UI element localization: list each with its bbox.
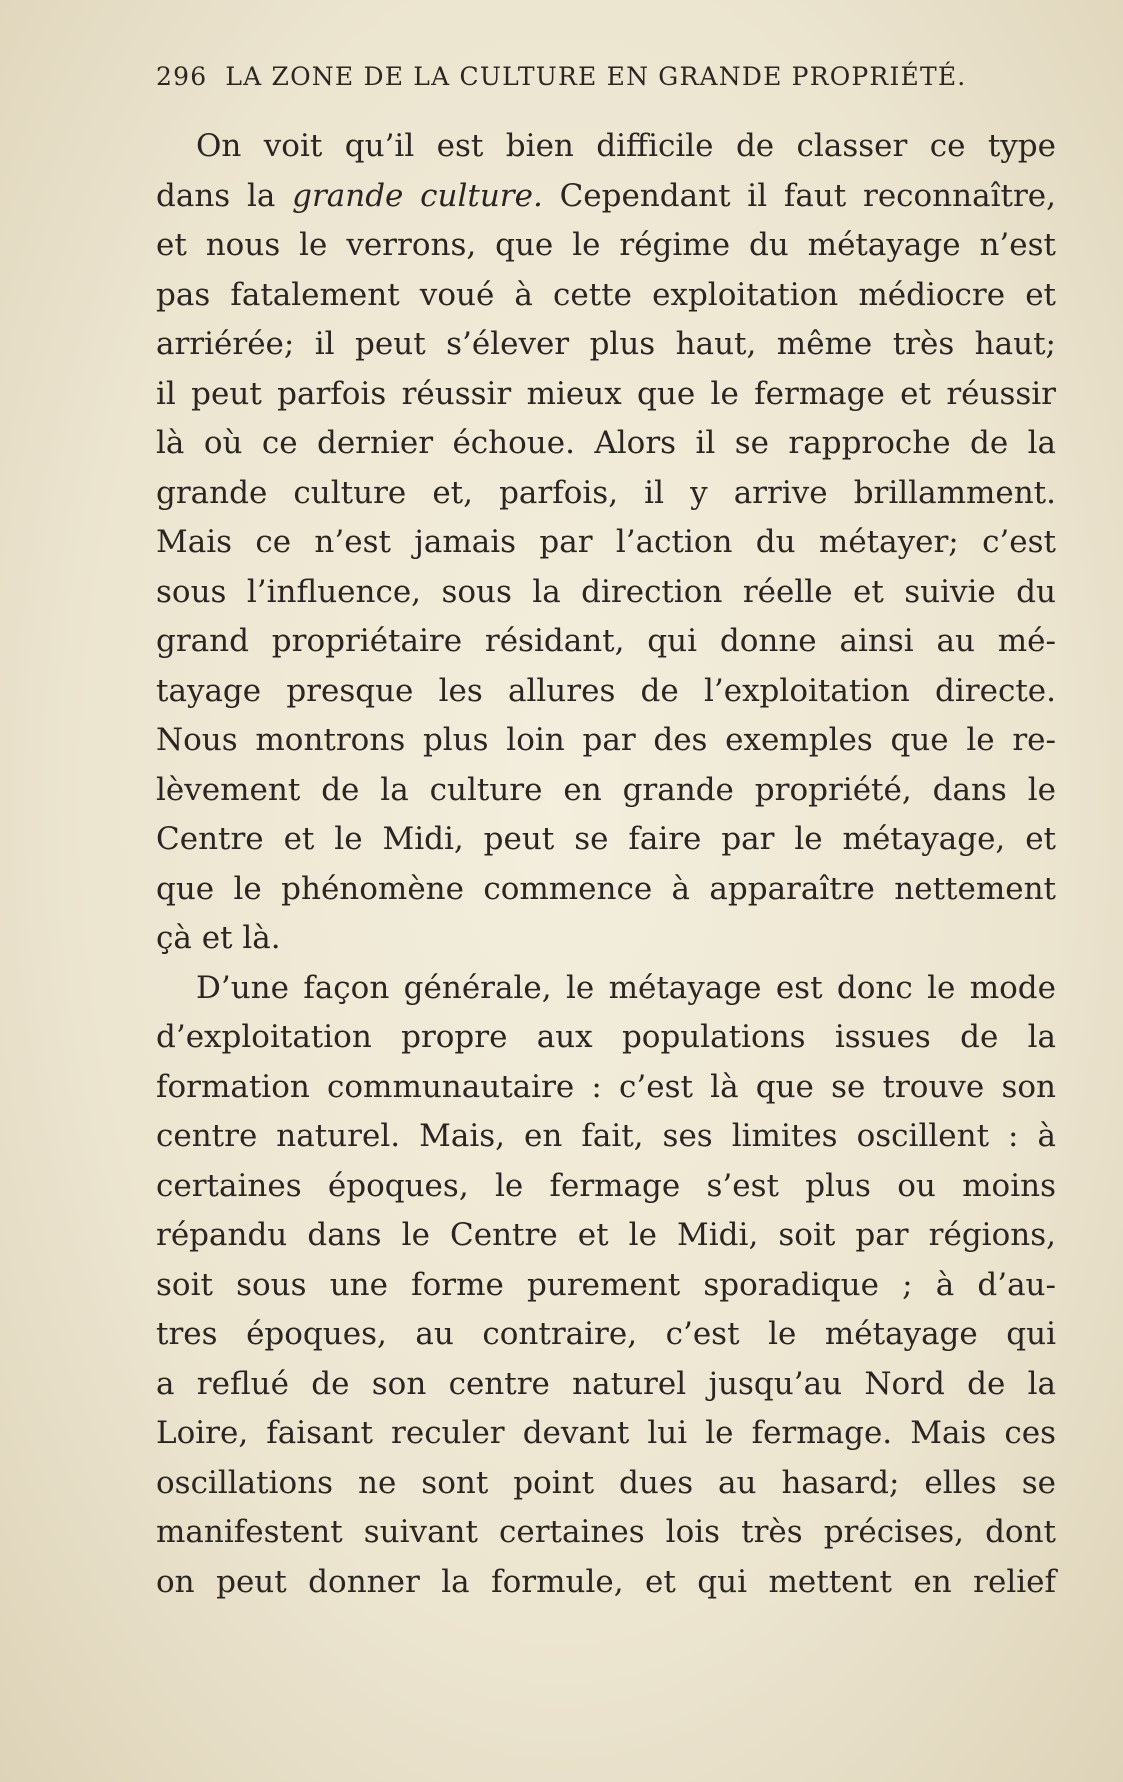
text-line: il peut parfois réussir mieux que le fermage et réussir — [156, 375, 1056, 412]
text-line: formation communautaire : c’est là que se trouve son — [156, 1068, 1056, 1105]
text-line: D’une façon générale, le métayage est donc le mode — [196, 969, 1056, 1006]
text-segment: Cependant il faut reconnaître, — [559, 177, 1056, 214]
text-line: d’exploitation propre aux populations issues de la — [156, 1019, 1056, 1055]
page-number: 296 — [156, 62, 208, 91]
body-text — [156, 122, 1056, 1607]
text-segment: dans la — [156, 177, 276, 214]
text-line: On voit qu’il est bien difficile de classer ce type — [196, 128, 1056, 164]
text-line: çà et là. — [156, 920, 281, 956]
text-line: manifestent suivant certaines lois très précises, dont — [156, 1514, 1056, 1550]
text-line: que le phénomène commence à apparaître nettement — [156, 870, 1056, 907]
text-line: sous l’influence, sous la direction réelle et suivie du — [156, 573, 1056, 610]
text-line: là où ce dernier échoue. Alors il se rapproche de la — [156, 425, 1056, 461]
text-line: centre naturel. Mais, en fait, ses limites oscillent : à — [156, 1118, 1056, 1154]
text-line: arriérée; il peut s’élever plus haut, même très haut; — [156, 326, 1056, 362]
text-line: oscillations ne sont point dues au hasard; elles se — [156, 1464, 1056, 1501]
text-line: on peut donner la formule, et qui mettent en relief — [156, 1563, 1056, 1600]
text-line: pas fatalement voué à cette exploitation médiocre et — [156, 276, 1056, 313]
text-line: et nous le verrons, que le régime du métayage n’est — [156, 227, 1056, 263]
text-line: répandu dans le Centre et le Midi, soit par régions, — [156, 1217, 1056, 1253]
text-line: Mais ce n’est jamais par l’action du métayer; c’est — [156, 524, 1056, 560]
italic-phrase: grande culture. — [292, 177, 543, 214]
running-header — [156, 62, 1036, 91]
text-line — [156, 172, 1056, 222]
text-line: Nous montrons plus loin par des exemples que le re- — [156, 722, 1056, 758]
text-line: certaines époques, le fermage s’est plus ou moins — [156, 1167, 1056, 1204]
text-line: lèvement de la culture en grande propriété, dans le — [156, 771, 1056, 808]
text-line: tayage presque les allures de l’exploitation directe. — [156, 672, 1056, 709]
text-line: grand propriétaire résidant, qui donne ainsi au mé- — [156, 623, 1056, 659]
text-line: soit sous une forme purement sporadique ; à d’au- — [156, 1266, 1056, 1303]
text-line: Centre et le Midi, peut se faire par le métayage, et — [156, 821, 1056, 857]
text-line: a reflué de son centre naturel jusqu’au Nord de la — [156, 1365, 1056, 1402]
text-line: grande culture et, parfois, il y arrive brillamment. — [156, 474, 1056, 511]
text-line: Loire, faisant reculer devant lui le fermage. Mais ces — [156, 1415, 1056, 1451]
running-title: LA ZONE DE LA CULTURE EN GRANDE PROPRIÉTÉ. — [225, 62, 967, 91]
text-line: tres époques, au contraire, c’est le métayage qui — [156, 1316, 1056, 1352]
